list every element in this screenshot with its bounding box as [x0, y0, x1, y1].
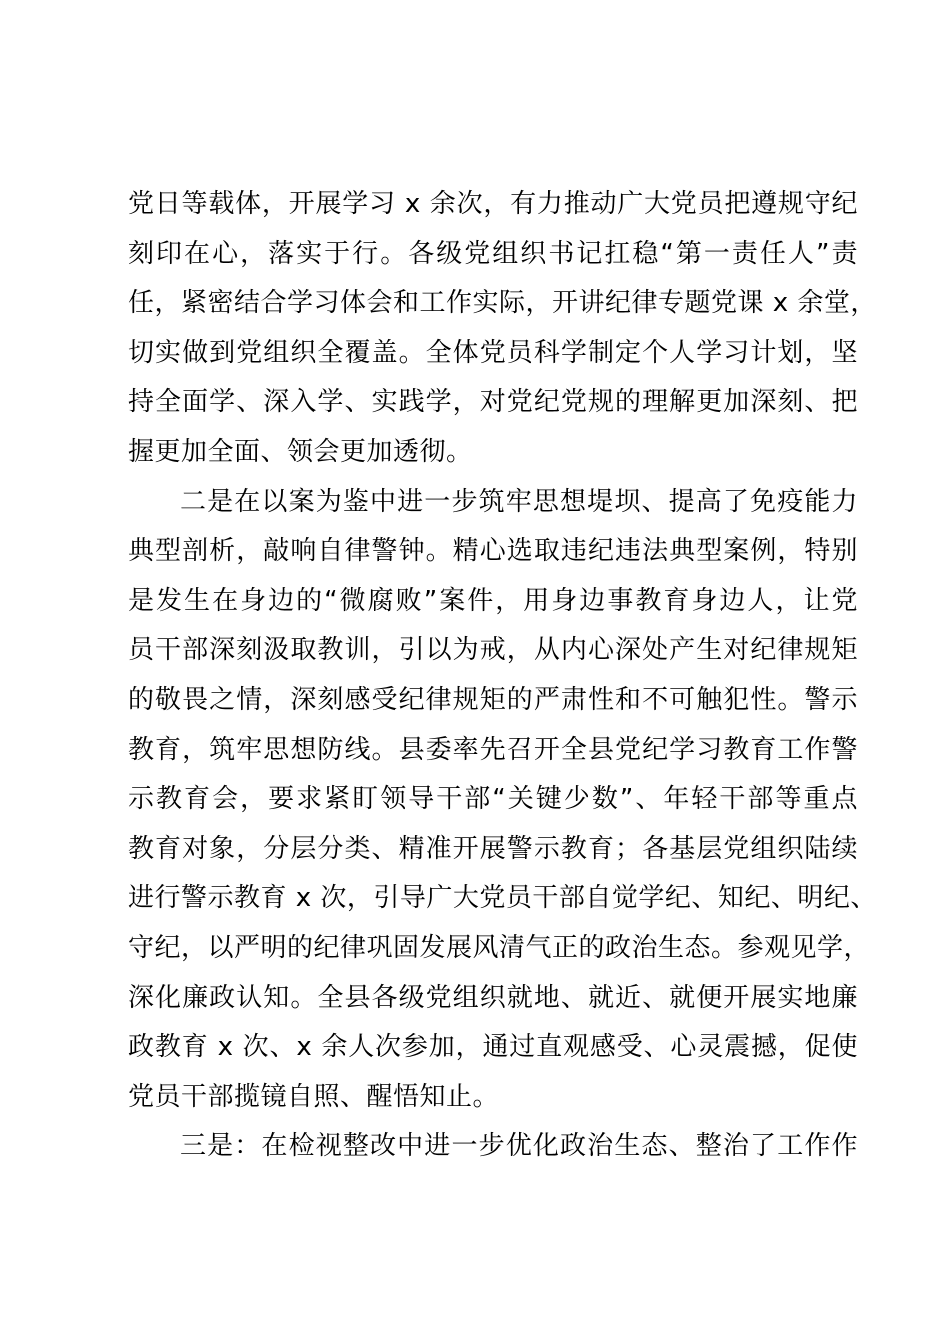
- text-line-2: 刻印在心，落实于行。各级党组织书记扛稳“第一责任人”责: [128, 238, 858, 269]
- text-line-4: 切实做到党组织全覆盖。全体党员科学制定个人学习计划，坚: [128, 337, 858, 368]
- text-line-19: 党员干部揽镜自照、醒悟知止。: [128, 1081, 500, 1112]
- text-line-17: 深化廉政认知。全县各级党组织就地、就近、就便开展实地廉: [128, 982, 858, 1013]
- text-line-13: 示教育会，要求紧盯领导干部“关键少数”、年轻干部等重点: [128, 784, 858, 815]
- text-line-10: 员干部深刻汲取教训，引以为戒，从内心深处产生对纪律规矩: [128, 635, 858, 666]
- text-line-15: 进行警示教育 x 次，引导广大党员干部自觉学纪、知纪、明纪、: [128, 883, 877, 914]
- text-line-12: 教育，筑牢思想防线。县委率先召开全县党纪学习教育工作警: [128, 734, 858, 765]
- body-text: [128, 180, 877, 1172]
- text-line-11: 的敬畏之情，深刻感受纪律规矩的严肃性和不可触犯性。警示: [128, 684, 858, 715]
- text-line-14: 教育对象，分层分类、精准开展警示教育；各基层党组织陆续: [128, 833, 858, 864]
- text-line-5: 持全面学、深入学、实践学，对党纪党规的理解更加深刻、把: [128, 387, 858, 418]
- text-line-9: 是发生在身边的“微腐败”案件，用身边事教育身边人，让党: [128, 585, 858, 616]
- text-line-18: 政教育 x 次、x 余人次参加，通过直观感受、心灵震撼，促使: [128, 1032, 858, 1063]
- text-line-3: 任，紧密结合学习体会和工作实际，开讲纪律专题党课 x 余堂，: [128, 288, 877, 319]
- paragraph-heading-2: 二是在以案为鉴中进一步筑牢思想堤坝、提高了免疫能力: [180, 486, 858, 517]
- text-line-1: 党日等载体，开展学习 x 余次，有力推动广大党员把遵规守纪: [128, 189, 858, 219]
- text-line-8: 典型剖析，敲响自律警钟。精心选取违纪违法典型案例，特别: [128, 536, 858, 567]
- text-line-16: 守纪，以严明的纪律巩固发展风清气正的政治生态。参观见学，: [128, 932, 871, 963]
- text-line-6: 握更加全面、领会更加透彻。: [128, 436, 473, 467]
- paragraph-heading-3: 三是：在检视整改中进一步优化政治生态、整治了工作作: [180, 1131, 858, 1162]
